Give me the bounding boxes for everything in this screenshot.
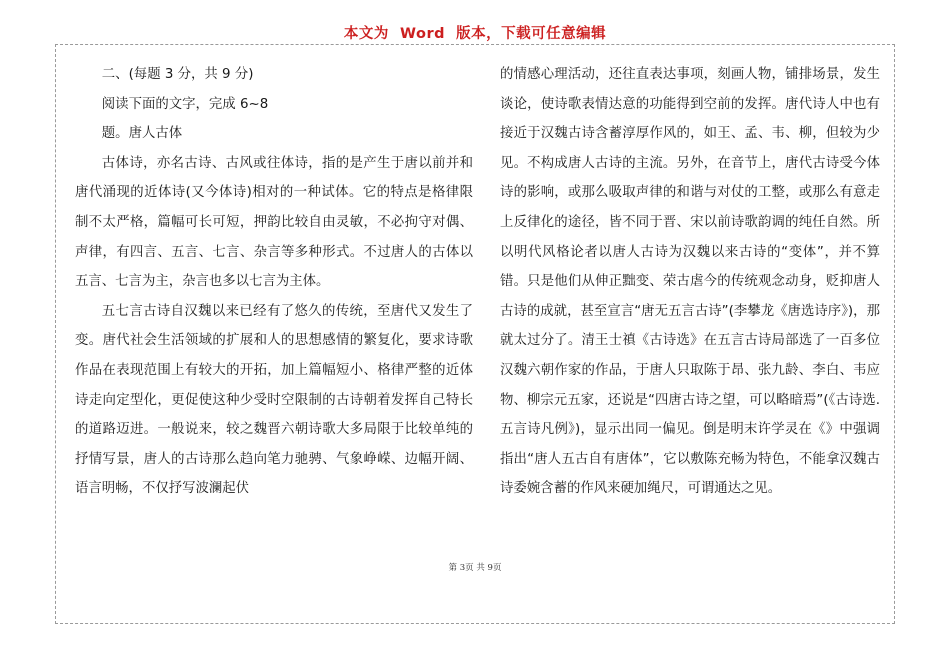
paragraph-2: 五七言古诗自汉魏以来已经有了悠久的传统，至唐代又发生了变。唐代社会生活领域的扩展和人的思想感情的繁复化，要求诗歌作品在表现范围上有较大的开拓，加上篇幅短小、格律严整的近体诗走向定型化，更促使这种少受时空限制的古诗朝着发挥自己特长的道路迈进。一般说来，较之魏晋六朝诗歌大多局限于比较单纯的抒情写景，唐人的古诗那么趋向笔力驰骋、气象峥嵘、边幅开阔、语言明畅，不仅抒写波澜起伏 bbox=[75, 303, 473, 497]
passage-title: 题。唐人古体 bbox=[101, 126, 183, 142]
left-column bbox=[75, 60, 473, 504]
instruction-text: 阅读下面的文字，完成 6~8 bbox=[101, 96, 269, 112]
right-column bbox=[500, 60, 880, 504]
paragraph-3: 的情感心理活动，还往直表达事项，刻画人物，铺排场景，发生谈论，使诗歌表情达意的功能得到空前的发挥。唐代诗人中也有接近于汉魏古诗含蓄淳厚作风的，如王、孟、韦、柳，但较为少见。不构成唐人古诗的主流。另外，在音节上，唐代古诗受今体诗的影响，或那么吸取声律的和谐与对仗的工整，或那么有意走上反律化的途径，皆不同于晋、宋以前诗歌韵调的纯任自然。所以明代风格论者以唐人古诗为汉魏以来古诗的“变体”，并不算错。只是他们从伸正黜变、荣古虐今的传统观念动身，贬抑唐人古诗的成就，甚至宣言“唐无五言古诗”(李攀龙《唐选诗序》)，那就太过分了。清王士禛《古诗选》在五言古诗局部选了一百多位汉魏六朝作家的作品，于唐人只取陈于昂、张九龄、李白、韦应物、柳宗元五家，还说是“四唐古诗之望，可以略暗焉”(《古诗选.五言诗凡例》)，显示出同一偏见。倒是明末许学灵在《》中强调指出“唐人五古自有唐体”，它以敷陈充畅为特色，不能拿汉魏古诗委婉含蓄的作风来硬加绳尺，可谓通达之见。 bbox=[500, 67, 880, 497]
paragraph-1: 古体诗，亦名古诗、古风或往体诗，指的是产生于唐以前并和唐代涌现的近体诗(又今体诗)相对的一种试体。它的特点是格律限制不太严格，篇幅可长可短，押韵比较自由灵敏，不必拘守对偶、声律，有四言、五言、七言、杂言等多种形式。不过唐人的古体以五言、七言为主，杂言也多以七言为主体。 bbox=[75, 155, 473, 290]
section-heading: 二、(每题 3 分，共 9 分) bbox=[101, 67, 254, 82]
header-watermark: 本文为 Word 版本，下载可任意编辑 bbox=[343, 26, 607, 42]
page-number: 第 3页 共 9页 bbox=[448, 563, 502, 573]
